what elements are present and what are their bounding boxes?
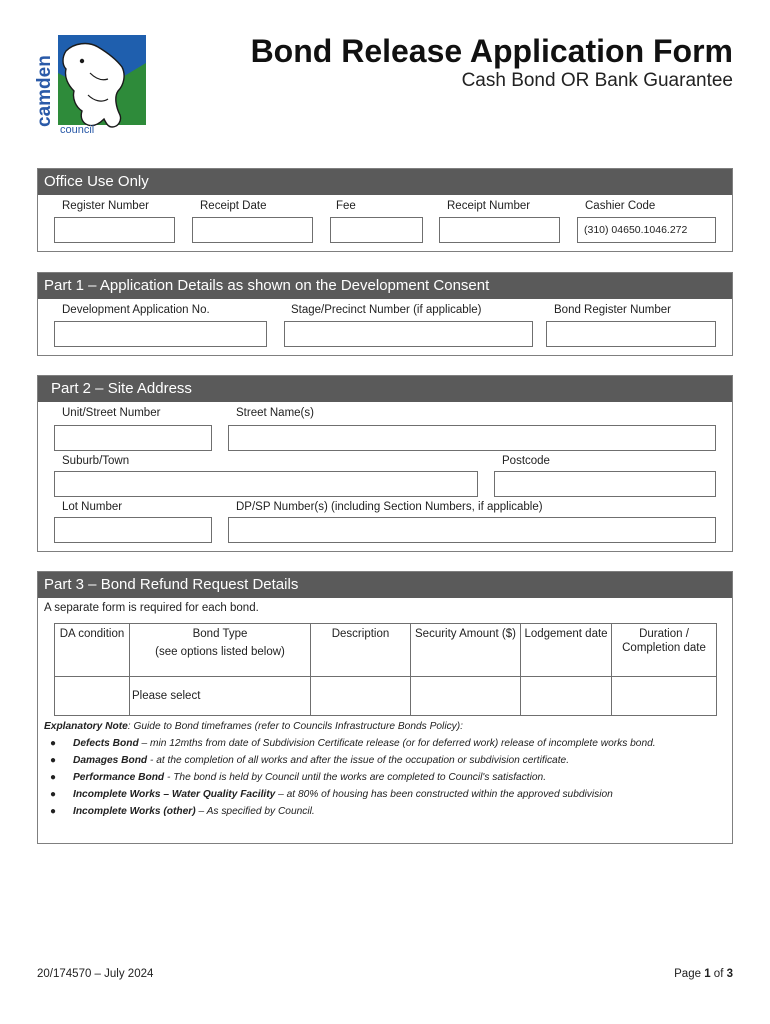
office-use-heading: Office Use Only bbox=[38, 169, 732, 195]
explanatory-note-intro bbox=[44, 720, 730, 733]
duration-completion-cell[interactable] bbox=[612, 677, 717, 716]
page-prefix: Page bbox=[674, 968, 705, 980]
item-title: Incomplete Works (other) bbox=[73, 806, 196, 817]
street-name-label: Street Name(s) bbox=[236, 407, 314, 419]
col-duration-completion: Duration / Completion date bbox=[612, 624, 717, 677]
col-security-amount: Security Amount ($) bbox=[411, 624, 521, 677]
page-total: 3 bbox=[726, 968, 733, 980]
document-reference: 20/174570 – July 2024 bbox=[37, 968, 154, 980]
item-text: - The bond is held by Council until the works are completed to Council's satisfaction. bbox=[164, 772, 547, 783]
bond-register-label: Bond Register Number bbox=[554, 304, 671, 316]
fee-label: Fee bbox=[336, 200, 356, 212]
fee-field[interactable] bbox=[330, 217, 423, 243]
item-text: – As specified by Council. bbox=[195, 806, 315, 817]
col-bond-type-hint: (see options listed below) bbox=[155, 646, 285, 658]
note-label: Explanatory Note bbox=[44, 721, 128, 732]
camden-council-logo bbox=[36, 33, 148, 137]
cashier-code-label: Cashier Code bbox=[585, 200, 656, 212]
item-text: - at the completion of all works and after the issue of the occupation or subdivision certificate. bbox=[147, 755, 570, 766]
bond-timeframe-list bbox=[44, 737, 730, 818]
cashier-code-field[interactable]: (310) 04650.1046.272 bbox=[577, 217, 716, 243]
bond-table-header-row bbox=[55, 624, 717, 677]
table-row bbox=[55, 677, 717, 716]
dp-sp-label: DP/SP Number(s) (including Section Numbers, if applicable) bbox=[236, 501, 543, 513]
page-of: of bbox=[710, 968, 727, 980]
list-item bbox=[50, 788, 730, 801]
part3-heading: Part 3 – Bond Refund Request Details bbox=[38, 572, 732, 598]
receipt-date-field[interactable] bbox=[192, 217, 313, 243]
col-bond-type-title: Bond Type bbox=[192, 628, 248, 640]
da-number-field[interactable] bbox=[54, 321, 267, 347]
postcode-label: Postcode bbox=[502, 455, 550, 467]
page-number bbox=[674, 968, 733, 980]
unit-street-field[interactable] bbox=[54, 425, 212, 451]
suburb-field[interactable] bbox=[54, 471, 478, 497]
note-text: : Guide to Bond timeframes (refer to Councils Infrastructure Bonds Policy): bbox=[127, 721, 463, 732]
col-lodgement-date: Lodgement date bbox=[521, 624, 612, 677]
bullet-icon: ● bbox=[50, 738, 57, 749]
da-condition-cell[interactable] bbox=[55, 677, 130, 716]
part3-intro: A separate form is required for each bond. bbox=[44, 602, 259, 614]
part3-section bbox=[37, 571, 733, 844]
list-item bbox=[50, 805, 730, 818]
da-number-label: Development Application No. bbox=[62, 304, 210, 316]
bullet-icon: ● bbox=[50, 772, 57, 783]
office-use-section bbox=[37, 168, 733, 252]
lodgement-date-cell[interactable] bbox=[521, 677, 612, 716]
page-title: Bond Release Application Form bbox=[250, 33, 733, 69]
list-item bbox=[50, 771, 730, 784]
part1-section bbox=[37, 272, 733, 356]
col-bond-type bbox=[130, 624, 311, 677]
item-title: Incomplete Works – Water Quality Facility bbox=[73, 789, 276, 800]
col-description: Description bbox=[311, 624, 411, 677]
page-current: 1 bbox=[704, 968, 711, 980]
postcode-field[interactable] bbox=[494, 471, 716, 497]
list-item bbox=[50, 754, 730, 767]
lot-number-label: Lot Number bbox=[62, 501, 123, 513]
receipt-number-label: Receipt Number bbox=[447, 200, 531, 212]
stage-precinct-label: Stage/Precinct Number (if applicable) bbox=[291, 304, 482, 316]
item-text: – at 80% of housing has been constructed within the approved subdivision bbox=[275, 789, 613, 800]
bullet-icon: ● bbox=[50, 806, 57, 817]
unit-street-label: Unit/Street Number bbox=[62, 407, 161, 419]
receipt-number-field[interactable] bbox=[439, 217, 560, 243]
bond-type-select[interactable]: Please select bbox=[130, 677, 311, 716]
logo-subtext: council bbox=[60, 124, 95, 136]
description-cell[interactable] bbox=[311, 677, 411, 716]
item-title: Performance Bond bbox=[73, 772, 165, 783]
item-text: – min 12mths from date of Subdivision Certificate release (or for deferred work) release of incomplete works bond. bbox=[138, 738, 656, 749]
part2-section bbox=[37, 375, 733, 552]
register-number-field[interactable] bbox=[54, 217, 175, 243]
item-title: Defects Bond bbox=[73, 738, 139, 749]
lot-number-field[interactable] bbox=[54, 517, 212, 543]
page-subtitle: Cash Bond OR Bank Guarantee bbox=[461, 70, 733, 91]
bond-table bbox=[54, 623, 717, 716]
stage-precinct-field[interactable] bbox=[284, 321, 533, 347]
col-da-condition: DA condition bbox=[55, 624, 130, 677]
explanatory-note bbox=[44, 720, 730, 822]
dp-sp-field[interactable] bbox=[228, 517, 716, 543]
bullet-icon: ● bbox=[50, 789, 57, 800]
list-item bbox=[50, 737, 730, 750]
item-title: Damages Bond bbox=[73, 755, 148, 766]
receipt-date-label: Receipt Date bbox=[200, 200, 267, 212]
bond-register-field[interactable] bbox=[546, 321, 716, 347]
suburb-label: Suburb/Town bbox=[62, 455, 130, 467]
bullet-icon: ● bbox=[50, 755, 57, 766]
street-name-field[interactable] bbox=[228, 425, 716, 451]
security-amount-cell[interactable] bbox=[411, 677, 521, 716]
logo-wordmark: camden bbox=[36, 55, 55, 127]
register-number-label: Register Number bbox=[62, 200, 149, 212]
part1-heading: Part 1 – Application Details as shown on the Development Consent bbox=[38, 273, 732, 299]
part2-heading: Part 2 – Site Address bbox=[38, 376, 732, 402]
